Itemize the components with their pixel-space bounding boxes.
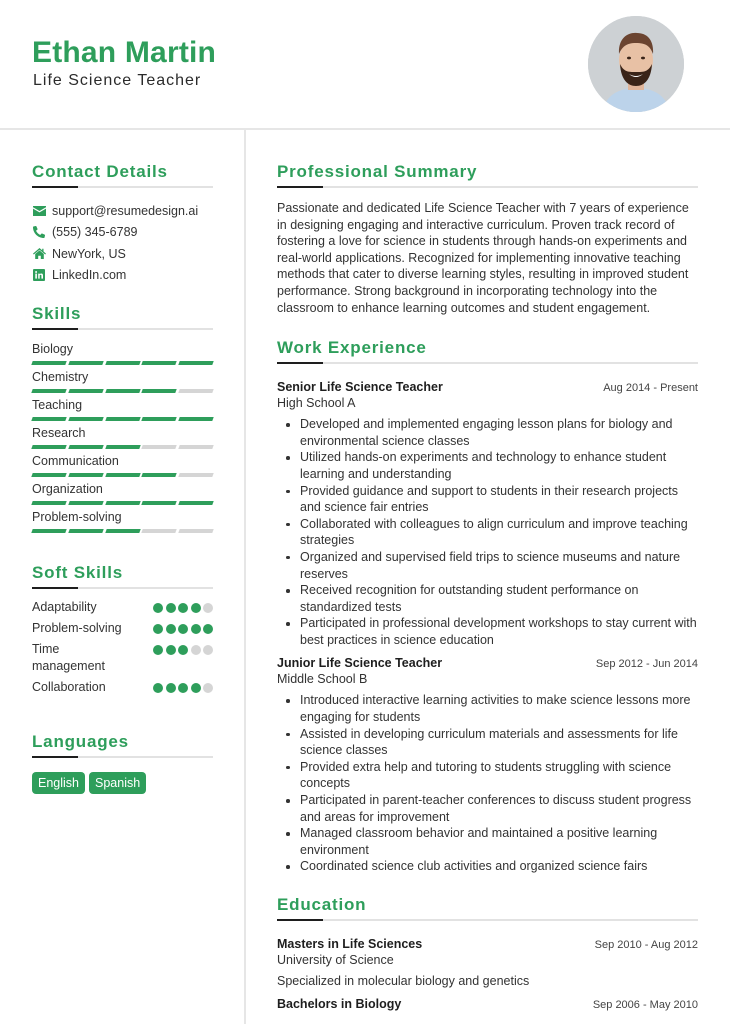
job-header <box>277 656 698 670</box>
languages-list <box>32 772 213 794</box>
section-rule <box>32 587 213 589</box>
skill-label: Teaching <box>32 398 83 412</box>
section-title-skills: Skills <box>32 304 82 323</box>
job-bullet: Utilized hands-on experiments and technology to enhance student learning and understanding <box>277 449 698 482</box>
skill-level-bar <box>32 417 213 421</box>
education-description: Specialized in molecular biology and genetics <box>277 974 530 988</box>
section-rule <box>32 186 213 188</box>
education-entry <box>277 997 698 1011</box>
soft-skills-list <box>32 599 213 696</box>
soft-skill-item <box>32 620 213 637</box>
education-degree: Masters in Life Sciences <box>277 937 423 951</box>
job-role: Junior Life Science Teacher <box>277 656 443 671</box>
contact-linkedin-text: LinkedIn.com <box>52 268 127 283</box>
job-bullet: Managed classroom behavior and maintained a positive learning environment <box>277 825 698 858</box>
skill-item <box>32 397 213 421</box>
job-organization: Middle School B <box>277 672 368 687</box>
job-organization: High School A <box>277 396 356 411</box>
soft-skill-rating <box>153 645 213 655</box>
job-header <box>277 380 698 394</box>
summary-text: Passionate and dedicated Life Science Teacher with 7 years of experience in designing engaging and interactive curriculum. Proven track record of fostering a love for science in students through hands-on experiments and real-world applications. Recognized for implementing innovative teaching methods that cater to diverse learning styles, resulting in improved student performance. Strong background in incorporating technology into the classroom to enhance learning outcomes and student engagement. <box>277 201 689 315</box>
education-header <box>277 937 698 951</box>
skill-level-bar <box>32 361 213 365</box>
education-degree: Bachelors in Biology <box>277 997 402 1011</box>
home-icon <box>32 247 46 261</box>
job-bullet: Participated in professional development workshops to stay current with best practices in science education <box>277 615 698 648</box>
education-section <box>277 895 698 1011</box>
linkedin-icon <box>32 268 46 282</box>
candidate-name: Ethan Martin <box>32 36 217 69</box>
avatar <box>588 16 684 112</box>
soft-skill-rating <box>153 624 213 634</box>
contact-location-text: NewYork, US <box>52 246 126 261</box>
candidate-title: Life Science Teacher <box>33 72 202 89</box>
section-title-languages: Languages <box>32 732 129 751</box>
job-bullet: Developed and implemented engaging lesson plans for biology and environmental science classes <box>277 416 698 449</box>
job-bullet: Introduced interactive learning activities to make science lessons more engaging for students <box>277 692 698 725</box>
job-bullet: Provided extra help and tutoring to students struggling with science concepts <box>277 759 698 792</box>
job-bullet: Collaborated with colleagues to align curriculum and improve teaching strategies <box>277 516 698 549</box>
skill-label: Biology <box>32 342 73 356</box>
soft-skill-item <box>32 641 213 675</box>
job-role: Senior Life Science Teacher <box>277 380 443 395</box>
job-bullet: Coordinated science club activities and organized science fairs <box>277 858 698 875</box>
contact-phone[interactable] <box>32 222 213 244</box>
skill-item <box>32 425 213 449</box>
skill-level-bar <box>32 529 213 533</box>
skill-label: Research <box>32 426 86 440</box>
section-rule <box>32 328 213 330</box>
soft-skill-label: Adaptability <box>32 600 97 614</box>
skill-level-bar <box>32 445 213 449</box>
job-bullet: Assisted in developing curriculum materials and assessments for life science classes <box>277 726 698 759</box>
section-title-summary: Professional Summary <box>277 162 478 181</box>
soft-skills-section <box>32 563 213 696</box>
contact-email-text: support@resumedesign.ai <box>52 203 199 218</box>
job-bullet: Organized and supervised field trips to science museums and nature reserves <box>277 549 698 582</box>
education-dates: Sep 2010 - Aug 2012 <box>594 939 698 951</box>
sidebar <box>32 130 213 794</box>
section-rule <box>32 756 213 758</box>
job-bullet: Provided guidance and support to students in their research projects and science fair entries <box>277 483 698 516</box>
education-dates: Sep 2006 - May 2010 <box>592 999 698 1011</box>
soft-skill-label: Time management <box>32 642 105 673</box>
section-rule <box>277 919 698 921</box>
envelope-icon <box>32 204 46 218</box>
job-dates: Sep 2012 - Jun 2014 <box>595 658 698 671</box>
skill-label: Organization <box>32 482 103 496</box>
skill-item <box>32 341 213 365</box>
resume-header <box>0 0 730 130</box>
skill-label: Chemistry <box>32 370 89 384</box>
language-badge-spanish: Spanish <box>89 772 146 794</box>
section-title-education: Education <box>277 895 367 914</box>
contact-email[interactable] <box>32 200 213 222</box>
section-rule <box>277 362 698 364</box>
skill-label: Communication <box>32 454 119 468</box>
education-header <box>277 997 698 1011</box>
contact-linkedin[interactable] <box>32 265 213 287</box>
skills-list <box>32 341 213 533</box>
contact-phone-text: (555) 345-6789 <box>52 225 138 240</box>
job-bullet: Participated in parent-teacher conferences to discuss student progress and areas for improvement <box>277 792 698 825</box>
section-title-soft-skills: Soft Skills <box>32 563 123 582</box>
section-title-contact: Contact Details <box>32 162 168 181</box>
languages-section <box>32 732 213 794</box>
education-school: University of Science <box>277 953 394 967</box>
column-divider <box>244 130 246 1024</box>
soft-skill-rating <box>153 683 213 693</box>
soft-skill-rating <box>153 603 213 613</box>
phone-icon <box>32 225 46 239</box>
job-entry <box>277 380 698 648</box>
skill-item <box>32 453 213 477</box>
contact-list <box>32 200 213 286</box>
education-entry <box>277 937 698 988</box>
summary-section <box>277 162 698 316</box>
skill-level-bar <box>32 473 213 477</box>
skill-item <box>32 481 213 505</box>
job-bullet: Received recognition for outstanding student performance on standardized tests <box>277 582 698 615</box>
contact-location <box>32 243 213 265</box>
soft-skill-item <box>32 679 213 696</box>
section-rule <box>277 186 698 188</box>
soft-skill-item <box>32 599 213 616</box>
skill-level-bar <box>32 389 213 393</box>
skill-label: Problem-solving <box>32 510 122 524</box>
language-badge-english: English <box>32 772 85 794</box>
soft-skill-label: Collaboration <box>32 680 106 694</box>
skill-item <box>32 509 213 533</box>
main-content <box>277 130 698 1011</box>
person-photo-icon <box>588 16 684 112</box>
section-title-experience: Work Experience <box>277 338 427 358</box>
soft-skill-label: Problem-solving <box>32 621 122 635</box>
skills-section <box>32 304 213 533</box>
job-entry <box>277 656 698 875</box>
job-bullets <box>277 416 698 648</box>
job-dates: Aug 2014 - Present <box>603 382 698 395</box>
contact-section <box>32 162 213 286</box>
job-bullets <box>277 692 698 875</box>
skill-item <box>32 369 213 393</box>
experience-section <box>277 338 698 875</box>
skill-level-bar <box>32 501 213 505</box>
